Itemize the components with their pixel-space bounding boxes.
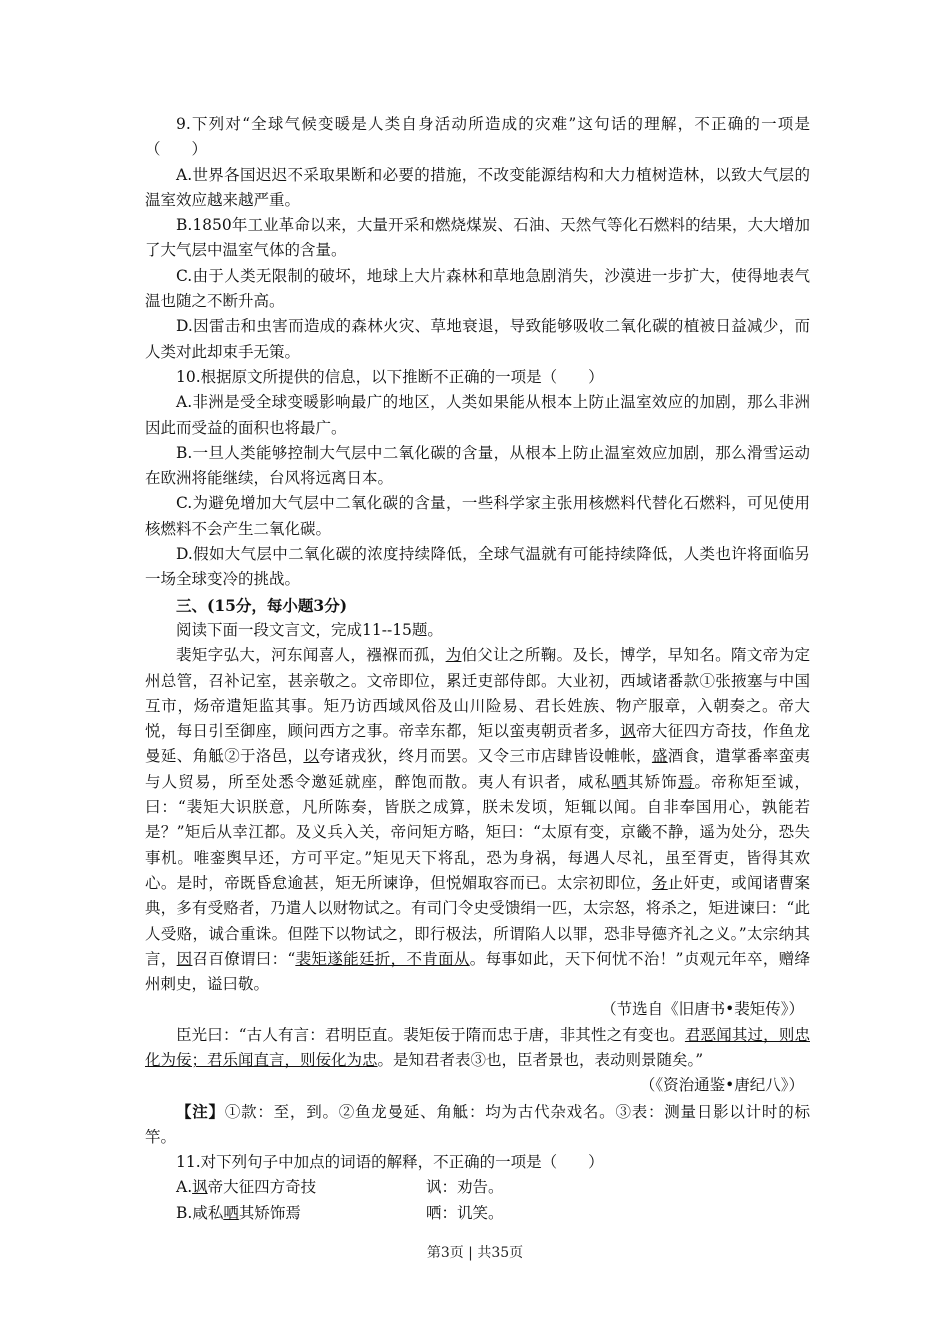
passage-text: 止奸吏，或闻诸曹案典，多有受赂者，乃遣人以财物试之。有司门令史受馈绢一匹，太宗怒，将杀之，矩进谏曰：“此人受赂，诚合重诛。但陛下以物试之，即行极法，所谓陷人以罪，恐非导德齐礼之义。”太宗纳其言， — [145, 873, 810, 968]
q11-option-a — [145, 1175, 810, 1200]
commentary-source: （《资治通鉴•唐纪八》） — [639, 1076, 804, 1095]
q11-option-b-gloss: 哂：讥笑。 — [426, 1203, 504, 1222]
passage-text: 帝大征四方奇技，作鱼龙曼延、角觝②于洛邑， — [145, 722, 810, 766]
marked-word: 因 — [176, 949, 193, 968]
page-footer: 第3页 | 共35页 — [426, 1245, 524, 1261]
marked-word: 讽 — [192, 1178, 208, 1197]
q10-stem: 10.根据原文所提供的信息，以下推断不正确的一项是（ ） — [176, 367, 604, 386]
passage-text: 裴矩字弘大，河东闻喜人，襁褓而孤， — [176, 646, 446, 665]
classical-passage — [145, 643, 810, 997]
passage-text: 伯父让之所鞠。及长，博学，早知名。隋文帝为定州总管，召补记室，甚亲敬之。文帝即位，累迁吏部侍郎。大业初，西域诸番款①张掖塞与中国互市，炀帝遣矩监其事。矩乃访西域风俗及山川险易、君长姓族、物产服章，入朝奏之。帝大悦，每日引至御座，顾问西方之事。帝幸东都，矩以蛮夷朝贡者多， — [145, 646, 810, 741]
passage-text: 。每事如此，天下何忧不治！”贞观元年卒，赠绛州刺史，谥曰敬。 — [145, 949, 810, 994]
q9-option-c: C.由于人类无限制的破坏，地球上大片森林和草地急剧消失，沙漠进一步扩大，使得地表气温也随之不断升高。 — [145, 266, 810, 311]
q9-option-a: A.世界各国迟迟不采取果断和必要的措施，不改变能源结构和大力植树造林，以致大气层的温室效应越来越严重。 — [145, 165, 810, 209]
passage-text: 酒食，遣掌番率蛮夷与人贸易，所至处悉令邀延就座，醉饱而散。夷人有识者，咸私 — [145, 747, 810, 791]
marked-word: 哂 — [611, 772, 628, 791]
q9-option-b: B.1850年工业革命以来，大量开采和燃烧煤炭、石油、天然气等化石燃料的结果，大大增加了大气层中温室气体的含量。 — [145, 216, 810, 260]
q9-stem: 9.下列对“全球气候变暖是人类自身活动所造成的灾难”这句话的理解，不正确的一项是（ ） — [145, 115, 810, 159]
q11-option-a-gloss: 讽：劝告。 — [426, 1178, 504, 1197]
option-text: A. — [176, 1178, 193, 1197]
q11-stem: 11.对下列句子中加点的词语的解释，不正确的一项是（ ） — [176, 1153, 604, 1172]
section-heading: 三、(15分，每小题3分) — [176, 595, 348, 615]
page-content — [145, 112, 810, 1226]
passage-text: 臣光曰：“古人有言：君明臣直。裴矩佞于隋而忠于唐，非其性之有变也。 — [176, 1025, 685, 1044]
passage-text: 。是知君者表③也，臣者景也，表动则景随矣。” — [377, 1050, 704, 1069]
marked-word: 务 — [651, 873, 668, 892]
q11-option-b-sentence — [176, 1201, 426, 1226]
passage-text: 夸诸戎狄，终月而罢。又令三市店肆皆设帷帐， — [319, 747, 652, 766]
passage-text: 。帝称矩至诚，曰：“裴矩大识朕意，凡所陈奏，皆朕之成算，朕未发顷，矩辄以闻。自非奉国用心，孰能若是？”矩后从幸江都。及义兵入关，帝问矩方略，矩曰：“太原有变，京畿不静，遥为处分，恐失事机。唯銮舆早还，方可平定。”矩见天下将乱，恐为身祸，每遇人尽礼，虽至胥吏，皆得其欢心。是时，帝既昏怠逾甚，矩无所谏诤，但悦媚取容而已。太宗初即位， — [145, 772, 810, 892]
footnote-text: ①款：至，到。②鱼龙曼延、角觝：均为古代杂戏名。③表：测量日影以计时的标竿。 — [145, 1102, 810, 1146]
q10-option-d: D.假如大气层中二氧化碳的浓度持续降低，全球气温就有可能持续降低，人类也许将面临另一场全球变冷的挑战。 — [145, 545, 810, 589]
passage-source: （节选自《旧唐书•裴矩传》） — [601, 1000, 804, 1019]
q9-option-d: D.因雷击和虫害而造成的森林火灾、草地衰退，导致能够吸收二氧化碳的植被日益减少，而人类对此却束手无策。 — [145, 317, 810, 361]
marked-word: 以 — [303, 747, 320, 766]
passage-text: 其矫饰 — [627, 772, 678, 791]
marked-word: 焉 — [677, 772, 695, 791]
marked-sentence: 君恶闻其过，则忠化为佞；君乐闻直言，则佞化为忠 — [145, 1025, 810, 1069]
passage-text: 召百僚谓曰：“ — [192, 949, 296, 968]
section-intro: 阅读下面一段文言文，完成11--15题。 — [176, 620, 443, 639]
q10-option-c: C.为避免增加大气层中二氧化碳的含量，一些科学家主张用核燃料代替化石燃料，可见使用核燃料不会产生二氧化碳。 — [145, 494, 810, 538]
footnote-tag: 【注】 — [176, 1101, 225, 1121]
option-text: 其矫饰焉 — [238, 1203, 301, 1222]
q10-option-a: A.非洲是受全球变暖影响最广的地区，人类如果能从根本上防止温室效应的加剧，那么非洲因此而受益的面积也将最广。 — [145, 393, 810, 437]
marked-word: 盛 — [651, 747, 668, 766]
q10-option-b: B.一旦人类能够控制大气层中二氧化碳的含量，从根本上防止温室效应加剧，那么滑雪运动在欧洲将能继续，台风将远离日本。 — [145, 443, 810, 488]
option-text: B.咸私 — [176, 1203, 224, 1222]
marked-sentence: 裴矩遂能廷折，不肯面从 — [295, 949, 470, 968]
footnote — [145, 1099, 810, 1151]
marked-word: 讽 — [620, 722, 637, 741]
marked-word: 哂 — [223, 1203, 239, 1222]
q11-option-b — [145, 1201, 810, 1226]
commentary-passage — [145, 1023, 810, 1074]
q11-option-a-sentence — [176, 1175, 426, 1200]
marked-word: 为 — [445, 646, 462, 665]
option-text: 帝大征四方奇技 — [207, 1178, 317, 1197]
